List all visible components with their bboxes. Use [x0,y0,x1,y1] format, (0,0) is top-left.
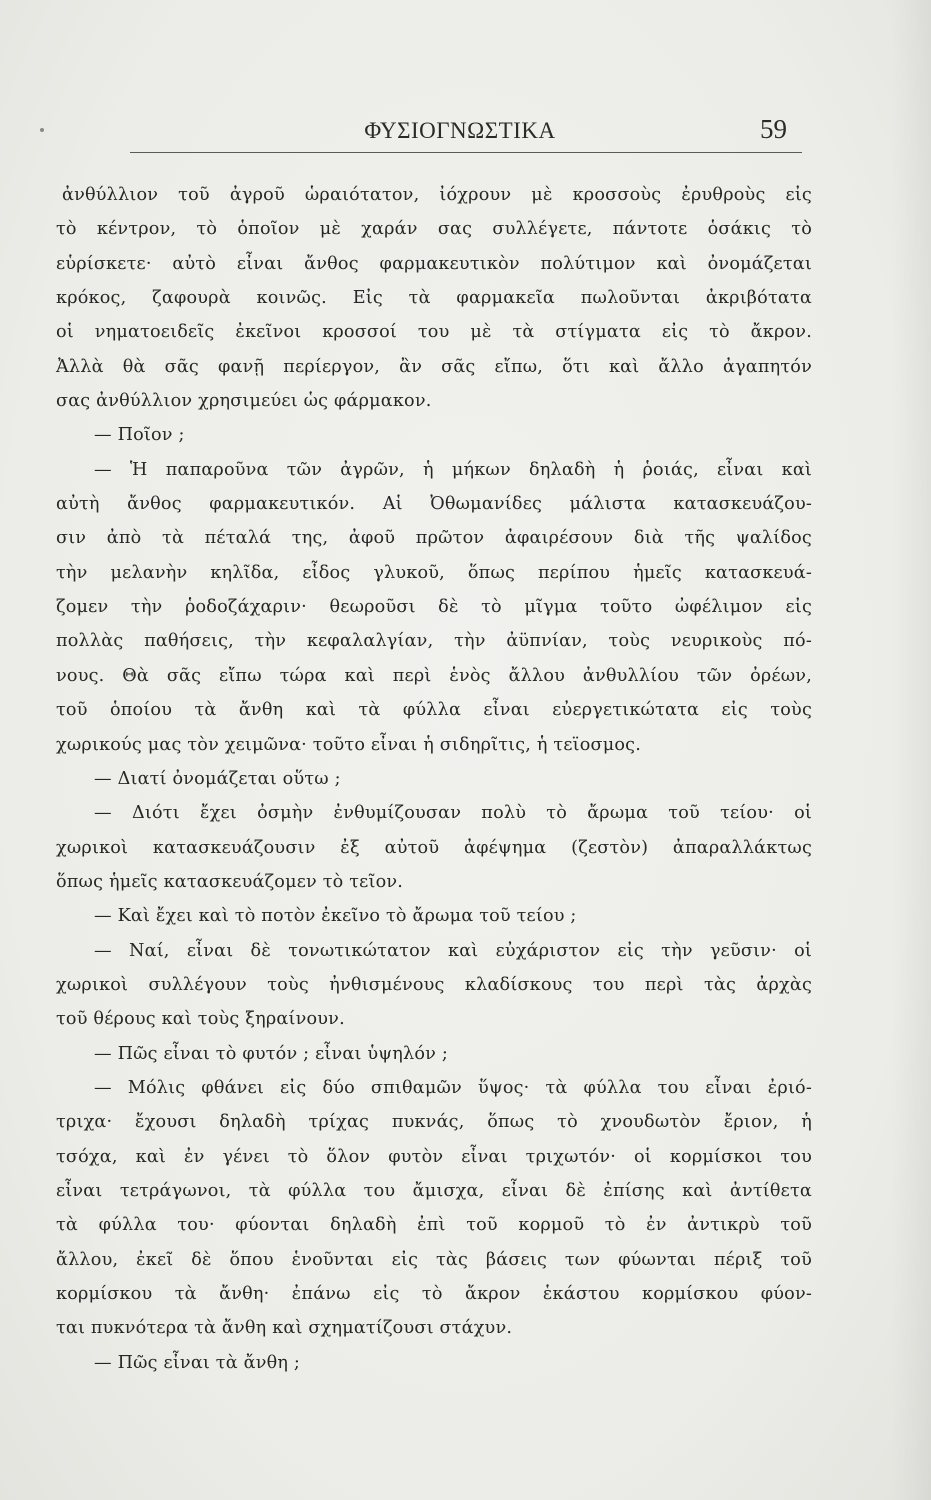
text-line: χωρικοὶ κατασκευάζουσιν ἐξ αὐτοῦ ἀφέψημα (ζεστὸν) ἀπαραλλάκτως [56,837,812,858]
page-edge-shadow [891,0,931,1500]
dialogue-line: — Πῶς εἶναι τὰ ἄνθη ; [94,1352,301,1373]
text-line: κορμίσκου τὰ ἄνθη· ἐπάνω εἰς τὸ ἄκρον ἑκάστου κορμίσκου φύον- [56,1284,812,1304]
text-line: τὰ φύλλα του· φύονται δηλαδὴ ἐπὶ τοῦ κορμοῦ τὸ ἐν ἀντικρὺ τοῦ [56,1215,812,1236]
text-line: σιν ἀπὸ τὰ πέταλά της, ἀφοῦ πρῶτον ἀφαιρέσουν διὰ τῆς ψαλίδος [56,528,812,549]
text-line: χωρικοὶ συλλέγουν τοὺς ἠνθισμένους κλαδίσκους του περὶ τὰς ἀρχὰς [56,974,812,995]
dialogue-line: — Πῶς εἶναι τὸ φυτόν ; εἶναι ὑψηλόν ; [94,1043,448,1064]
text-line: τὸ κέντρον, τὸ ὁποῖον μὲ χαράν σας συλλέγετε, πάντοτε ὁσάκις τὸ [56,219,812,240]
text-line: εἶναι τετράγωνοι, τὰ φύλλα του ἄμισχα, εἶναι δὲ ἐπίσης καὶ ἀντίθετα [56,1180,812,1201]
text-line: σας ἀνθύλλιον χρησιμεύει ὡς φάρμακον. [56,391,432,412]
header-rule [130,152,802,153]
text-line: ται πυκνότερα τὰ ἄνθη καὶ σχηματίζουσι στάχυν. [56,1318,513,1339]
text-line: οἱ νηματοειδεῖς ἐκεῖνοι κροσσοί του μὲ τὰ στίγματα εἰς τὸ ἄκρον. [56,322,812,343]
text-line: τριχα· ἔχουσι δηλαδὴ τρίχας πυκνάς, ὅπως τὸ χνουδωτὸν ἔριον, ἡ [56,1112,812,1133]
dialogue-line: — Ποῖον ; [94,425,185,446]
text-line: τὴν μελανὴν κηλῖδα, εἶδος γλυκοῦ, ὅπως περίπου ἡμεῖς κατασκευά- [56,562,812,583]
dialogue-line: — Ἡ παπαροῦνα τῶν ἀγρῶν, ἡ μήκων δηλαδὴ ἡ ῥοιάς, εἶναι καὶ [94,459,812,480]
dialogue-line: — Μόλις φθάνει εἰς δύο σπιθαμῶν ὕψος· τὰ φύλλα του εἶναι ἐριό- [94,1077,812,1098]
text-line: τοῦ ὁποίου τὰ ἄνθη καὶ τὰ φύλλα εἶναι εὐεργετικώτατα εἰς τοὺς [56,700,812,721]
text-line: εὑρίσκετε· αὐτὸ εἶναι ἄνθος φαρμακευτικὸν πολύτιμον καὶ ὀνομάζεται [56,253,812,274]
text-line: ἀνθύλλιον τοῦ ἀγροῦ ὡραιότατον, ἰόχρουν μὲ κροσσοὺς ἐρυθροὺς εἰς [62,185,812,205]
page-number: 59 [760,114,787,144]
text-line: νους. Θὰ σᾶς εἴπω τώρα καὶ περὶ ἑνὸς ἄλλου ἀνθυλλίου τῶν ὀρέων, [56,665,812,686]
text-line: τοῦ θέρους καὶ τοὺς ξηραίνουν. [56,1009,345,1030]
dialogue-line: — Διότι ἔχει ὀσμὴν ἐνθυμίζουσαν πολὺ τὸ ἄρωμα τοῦ τείου· οἱ [94,803,812,824]
text-line: Ἀλλὰ θὰ σᾶς φανῇ περίεργον, ἂν σᾶς εἴπω, ὅτι καὶ ἄλλο ἀγαπητόν [56,356,812,377]
body-text [56,178,812,1380]
text-line: τσόχα, καὶ ἐν γένει τὸ ὅλον φυτὸν εἶναι τριχωτόν· οἱ κορμίσκοι του [56,1146,812,1167]
dialogue-line: — Καὶ ἔχει καὶ τὸ ποτὸν ἐκεῖνο τὸ ἄρωμα τοῦ τείου ; [94,906,577,927]
dialogue-line: — Ναί, εἶναι δὲ τονωτικώτατον καὶ εὐχάριστον εἰς τὴν γεῦσιν· οἱ [94,940,812,961]
text-line: ὅπως ἡμεῖς κατασκευάζομεν τὸ τεῖον. [56,871,404,892]
text-line: ζομεν τὴν ῥοδοζάχαριν· θεωροῦσι δὲ τὸ μῖγμα τοῦτο ὠφέλιμον εἰς [56,597,812,618]
dialogue-line: — Διατί ὀνομάζεται οὕτω ; [94,768,341,789]
margin-dot [40,128,44,132]
text-line: πολλὰς παθήσεις, τὴν κεφαλαλγίαν, τὴν ἀϋπνίαν, τοὺς νευρικοὺς πό- [56,631,812,652]
text-line: κρόκος, ζαφουρὰ κοινῶς. Εἰς τὰ φαρμακεῖα πωλοῦνται ἀκριβότατα [56,288,812,309]
text-line: ἄλλου, ἐκεῖ δὲ ὅπου ἑνοῦνται εἰς τὰς βάσεις των φύωνται πέριξ τοῦ [56,1249,812,1270]
text-line: αὐτὴ ἄνθος φαρμακευτικόν. Αἱ Ὀθωμανίδες μάλιστα κατασκευάζου- [56,494,812,515]
text-line: χωρικούς μας τὸν χειμῶνα· τοῦτο εἶναι ἡ σιδηρῖτις, ἡ τεϊοσμος. [56,734,642,755]
running-header-title: ΦΥΣΙΟΓΝΩΣΤΙΚΑ [364,118,556,143]
